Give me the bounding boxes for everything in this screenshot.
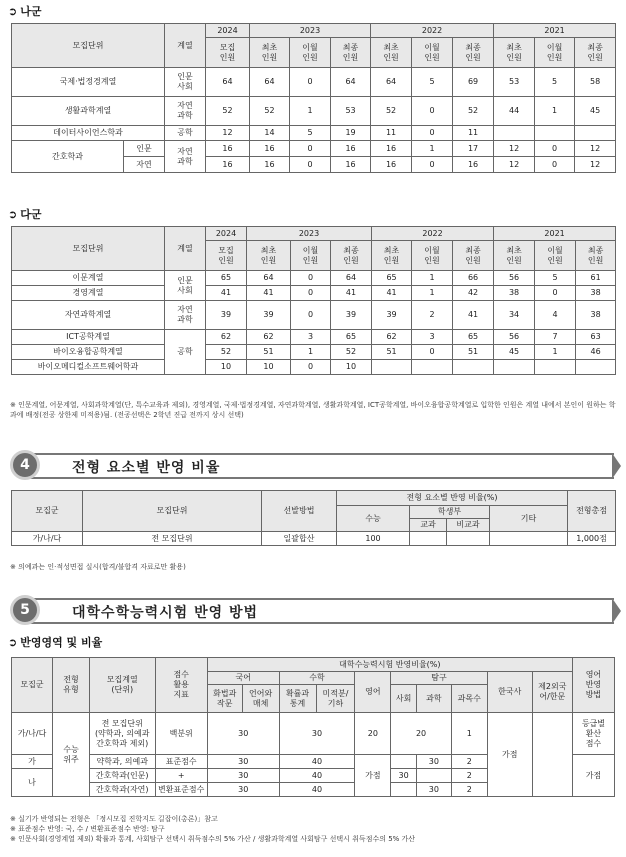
value-cell: 16 (206, 157, 250, 173)
unit-header: 모집단위 (12, 24, 165, 68)
value-cell: 표준점수 (155, 755, 207, 769)
unit-cell: 생활과학계열 (12, 97, 165, 126)
value-cell: 30 (279, 713, 355, 755)
arrow-right-icon: ➲ (8, 635, 18, 649)
field-cell: 자연 과학 (165, 301, 206, 330)
value-cell: 52 (206, 345, 247, 360)
value-cell: 0 (290, 157, 331, 173)
section-title-na: ➲ 나군 (8, 4, 42, 18)
value-cell: 46 (576, 345, 616, 360)
value-cell: 19 (331, 126, 371, 141)
value-cell: 52 (206, 97, 250, 126)
table-row (12, 97, 616, 126)
value-cell: 16 (331, 157, 371, 173)
value-cell: 0 (535, 141, 575, 157)
value-cell: 30 (416, 755, 451, 769)
value-cell: 52 (331, 345, 372, 360)
value-cell: 10 (247, 360, 291, 375)
value-cell: 11 (453, 126, 494, 141)
field-cell: 자연 과학 (165, 97, 206, 126)
section-title: 대학수학능력시험 반영 방법 (72, 605, 259, 621)
value-cell: 16 (371, 157, 412, 173)
value-cell: 64 (247, 271, 291, 286)
value-cell (453, 360, 494, 375)
value-cell: 10 (206, 360, 247, 375)
value-cell: 44 (494, 97, 535, 126)
csat-table: 모집군 전형 유형 모집계열 (단위) 점수 활용 지표 대학수능력시험 반영비율(%) 영어 반영 방법 국어 수학 영어 탐구 한국사 제2외국 어/한문 화법과 작문 언어와 매체 확률과 통계 미적분/ 기하 사회 과학 과목수 가/나/다 수능 위주 전 모집단위 (약학과, 의예과 간호학과 제외) 백분위 30 30 20 20 1 가점 등급별 환산 점수 가 약학과, 의예과 표준점수 30 40 가점 30 2 가점 나 간호학과(인문) + 30 40 30 2 간호학과(자연) 변환표준점수 30 40 30 2 (11, 657, 615, 797)
value-cell: 39 (206, 301, 247, 330)
da-note: ※ 인문계열, 어문계열, 사회과학계열(단, 특수교육과 제외), 경영계열, 국제·법정경계열, 자연과학계열, 생활과학계열, ICT공학계열, 바이오융합공학계열로 입학한 인원은 계열 내에서 본인이 원하는 학과에 배정(전공 상한제 미적용)됨. (전공선택은 2학년 진급 전까지 상시 선택) (10, 401, 616, 420)
value-cell: 62 (372, 330, 412, 345)
value-cell: 5 (290, 126, 331, 141)
value-cell (494, 126, 535, 141)
value-cell: 간호학과(인문) (89, 769, 155, 783)
value-cell: 1 (291, 345, 331, 360)
value-cell (412, 360, 453, 375)
field-cell: 인문 사회 (165, 68, 206, 97)
value-cell: 12 (494, 157, 535, 173)
value-cell: 40 (279, 783, 355, 797)
value-cell: 16 (250, 141, 290, 157)
section-title: 전형 요소별 반영 비율 (72, 460, 221, 476)
value-cell: 나 (12, 769, 53, 797)
value-cell: + (155, 769, 207, 783)
value-cell: 2 (412, 301, 453, 330)
na-table: 모집단위 계열 2024 2023 2022 2021 모집 인원 최초 인원 이월 인원 최종 인원 최초 인원 이월 인원 최종 인원 최초 인원 이월 인원 최종 인원 국제·법정경계열 인문 사회 64 64 0 64 64 5 69 53 5 58 생활과학계열 자연 과학 52 52 1 53 52 0 52 44 1 45 데이터사이언스학과 공학 12 14 5 19 11 0 11 간호학과 인문 자연 과학 16 16 0 16 16 1 17 12 0 12 자연 16 16 0 16 16 0 16 12 0 12 (11, 23, 616, 173)
value-cell: 65 (453, 330, 494, 345)
value-cell: 2 (451, 769, 487, 783)
value-cell: 2 (451, 783, 487, 797)
value-cell: 66 (453, 271, 494, 286)
value-cell: 1 (412, 286, 453, 301)
field-cell: 자연 과학 (165, 141, 206, 173)
value-cell: 38 (494, 286, 535, 301)
value-cell: 가점 (355, 755, 391, 797)
value-cell: 30 (207, 755, 279, 769)
value-cell: 16 (206, 141, 250, 157)
value-cell (576, 360, 616, 375)
value-cell: 0 (535, 157, 575, 173)
value-cell: 5 (535, 271, 576, 286)
value-cell: 20 (355, 713, 391, 755)
value-cell: 12 (206, 126, 250, 141)
value-cell: 52 (453, 97, 494, 126)
value-cell: 30 (207, 713, 279, 755)
value-cell: 30 (207, 769, 279, 783)
value-cell: 3 (291, 330, 331, 345)
value-cell: 가/나/다 (12, 713, 53, 755)
value-cell: 변환표준점수 (155, 783, 207, 797)
value-cell: 38 (576, 301, 616, 330)
value-cell: 0 (412, 97, 453, 126)
unit-cell: 데이터사이언스학과 (12, 126, 165, 141)
value-cell: 전 모집단위 (약학과, 의예과 간호학과 제외) (89, 713, 155, 755)
value-cell: 64 (206, 68, 250, 97)
value-cell: 64 (371, 68, 412, 97)
type-cell: 수능 위주 (53, 713, 90, 797)
value-cell: 53 (331, 97, 371, 126)
value-cell: 0 (535, 286, 576, 301)
value-cell: 20 (391, 713, 451, 755)
value-cell: 가점 (487, 713, 532, 797)
value-cell: 가 (12, 755, 53, 769)
value-cell: 5 (535, 68, 575, 97)
value-cell: 3 (412, 330, 453, 345)
value-cell: 1 (290, 97, 331, 126)
value-cell: 0 (291, 271, 331, 286)
value-cell: 39 (372, 301, 412, 330)
unit-cell: 바이오메디컬소프트웨어학과 (12, 360, 165, 375)
csat-notes: ※ 실기가 반영되는 전형은 「정시모집 진학지도 길잡이(총론)」참고 ※ 표준점수 반영: 국, 수 / 변환표준점수 반영: 탐구 ※ 인문사회(경영계열 제외) 확률과 통계, 사회탐구 선택시 취득점수의 5% 가산 / 생활과학계열 사회탐구 선택시 취득점수의 5% 가산 (10, 815, 416, 844)
table-row (12, 141, 616, 157)
unit-cell: 이문계열 (12, 271, 165, 286)
table-row (12, 271, 626, 286)
value-cell: 0 (290, 68, 331, 97)
value-cell: 30 (391, 769, 417, 783)
value-cell: 30 (416, 783, 451, 797)
value-cell: 17 (453, 141, 494, 157)
field-cell: 공학 (165, 126, 206, 141)
da-table: 모집단위 계열 2024 2023 2022 2021 모집 인원 최초 인원 이월 인원 최종 인원 최초 인원 이월 인원 최종 인원 최초 인원 이월 인원 최종 인원 이문계열 인문 사회 65 64 0 64 65 1 66 56 5 61 경영계열 41 41 0 41 41 1 42 38 0 38 자연과학계열 자연 과학 39 39 0 39 39 2 41 34 4 38 ICT공학계열 공학 62 62 3 65 62 3 65 56 7 63 바이오융합공학계열 52 51 1 52 51 0 51 45 1 46 바이오메디컬소프트웨어학과 10 10 0 10 (11, 226, 626, 375)
value-cell: 1 (451, 713, 487, 755)
section-4-header (10, 450, 614, 484)
value-cell: 0 (412, 126, 453, 141)
value-cell: 39 (331, 301, 372, 330)
value-cell: 약학과, 의예과 (89, 755, 155, 769)
unit-cell: 국제·법정경계열 (12, 68, 165, 97)
table-row (12, 345, 626, 360)
table-row (12, 360, 626, 375)
unit-cell: 간호학과 (12, 141, 124, 173)
value-cell (535, 360, 576, 375)
value-cell: 62 (247, 330, 291, 345)
value-cell: 4 (535, 301, 576, 330)
value-cell: 1 (535, 97, 575, 126)
value-cell: 백분위 (155, 713, 207, 755)
sub-unit-cell: 자연 (124, 157, 165, 173)
value-cell (575, 126, 616, 141)
value-cell: 16 (371, 141, 412, 157)
value-cell: 42 (453, 286, 494, 301)
section-number: 5 (10, 595, 40, 625)
value-cell: 0 (291, 286, 331, 301)
value-cell: 51 (372, 345, 412, 360)
sub-unit-cell: 인문 (124, 141, 165, 157)
table-row (12, 301, 626, 330)
ratio-note: ※ 의예과는 인·적성면접 실시(합격/불합격 자료로만 활용) (10, 563, 186, 571)
field-cell: 공학 (165, 330, 206, 375)
value-cell: 12 (494, 141, 535, 157)
value-cell: 2 (451, 755, 487, 769)
value-cell: 56 (494, 271, 535, 286)
value-cell: 51 (247, 345, 291, 360)
field-cell: 인문 사회 (165, 271, 206, 301)
subsection-title: ➲ 반영영역 및 비율 (8, 635, 103, 649)
value-cell: 가점 (572, 755, 614, 797)
value-cell: 61 (576, 271, 616, 286)
value-cell: 40 (279, 755, 355, 769)
value-cell (535, 126, 575, 141)
section-5-header (10, 595, 614, 629)
value-cell: 41 (331, 286, 372, 301)
value-cell: 69 (453, 68, 494, 97)
value-cell: 1 (412, 271, 453, 286)
table-row (12, 286, 626, 301)
value-cell (372, 360, 412, 375)
value-cell: 10 (331, 360, 372, 375)
value-cell: 52 (250, 97, 290, 126)
value-cell: 64 (250, 68, 290, 97)
value-cell: 16 (453, 157, 494, 173)
value-cell: 5 (412, 68, 453, 97)
value-cell: 58 (575, 68, 616, 97)
value-cell: 34 (494, 301, 535, 330)
value-cell: 40 (279, 769, 355, 783)
value-cell: 14 (250, 126, 290, 141)
value-cell: 0 (412, 157, 453, 173)
value-cell: 16 (331, 141, 371, 157)
table-row (12, 68, 616, 97)
value-cell: 30 (207, 783, 279, 797)
value-cell: 52 (371, 97, 412, 126)
value-cell: 0 (291, 360, 331, 375)
value-cell: 64 (331, 271, 372, 286)
value-cell: 41 (453, 301, 494, 330)
section-title-da: ➲ 다군 (8, 207, 42, 221)
value-cell: 0 (412, 345, 453, 360)
value-cell: 1 (412, 141, 453, 157)
section-number: 4 (10, 450, 40, 480)
unit-cell: ICT공학계열 (12, 330, 165, 345)
unit-cell: 바이오융합공학계열 (12, 345, 165, 360)
value-cell: 41 (247, 286, 291, 301)
value-cell: 등급별 환산 점수 (572, 713, 614, 755)
ratio-table: 모집군 모집단위 선발방법 전형 요소별 반영 비율(%) 전형총점 수능 학생부 기타 교과 비교과 가/나/다 전 모집단위 일괄합산 100 1,000점 (11, 490, 616, 546)
value-cell: 62 (206, 330, 247, 345)
value-cell: 45 (575, 97, 616, 126)
value-cell: 41 (206, 286, 247, 301)
value-cell: 12 (575, 157, 616, 173)
value-cell: 41 (372, 286, 412, 301)
field-header: 계열 (165, 24, 206, 68)
value-cell: 16 (250, 157, 290, 173)
value-cell: 11 (371, 126, 412, 141)
value-cell: 63 (576, 330, 616, 345)
table-row (12, 713, 615, 755)
value-cell: 38 (576, 286, 616, 301)
value-cell: 64 (331, 68, 371, 97)
value-cell (494, 360, 535, 375)
value-cell: 45 (494, 345, 535, 360)
value-cell: 0 (290, 141, 331, 157)
table-row (12, 330, 626, 345)
value-cell: 7 (535, 330, 576, 345)
unit-cell: 경영계열 (12, 286, 165, 301)
value-cell: 65 (206, 271, 247, 286)
arrow-right-icon: ➲ (8, 207, 18, 221)
value-cell: 56 (494, 330, 535, 345)
unit-cell: 자연과학계열 (12, 301, 165, 330)
table-row (12, 126, 616, 141)
arrow-right-icon: ➲ (8, 4, 18, 18)
value-cell: 39 (247, 301, 291, 330)
value-cell: 1 (535, 345, 576, 360)
value-cell: 65 (331, 330, 372, 345)
value-cell: 65 (372, 271, 412, 286)
value-cell: 53 (494, 68, 535, 97)
value-cell: 12 (575, 141, 616, 157)
value-cell: 51 (453, 345, 494, 360)
value-cell: 간호학과(자연) (89, 783, 155, 797)
value-cell: 0 (291, 301, 331, 330)
